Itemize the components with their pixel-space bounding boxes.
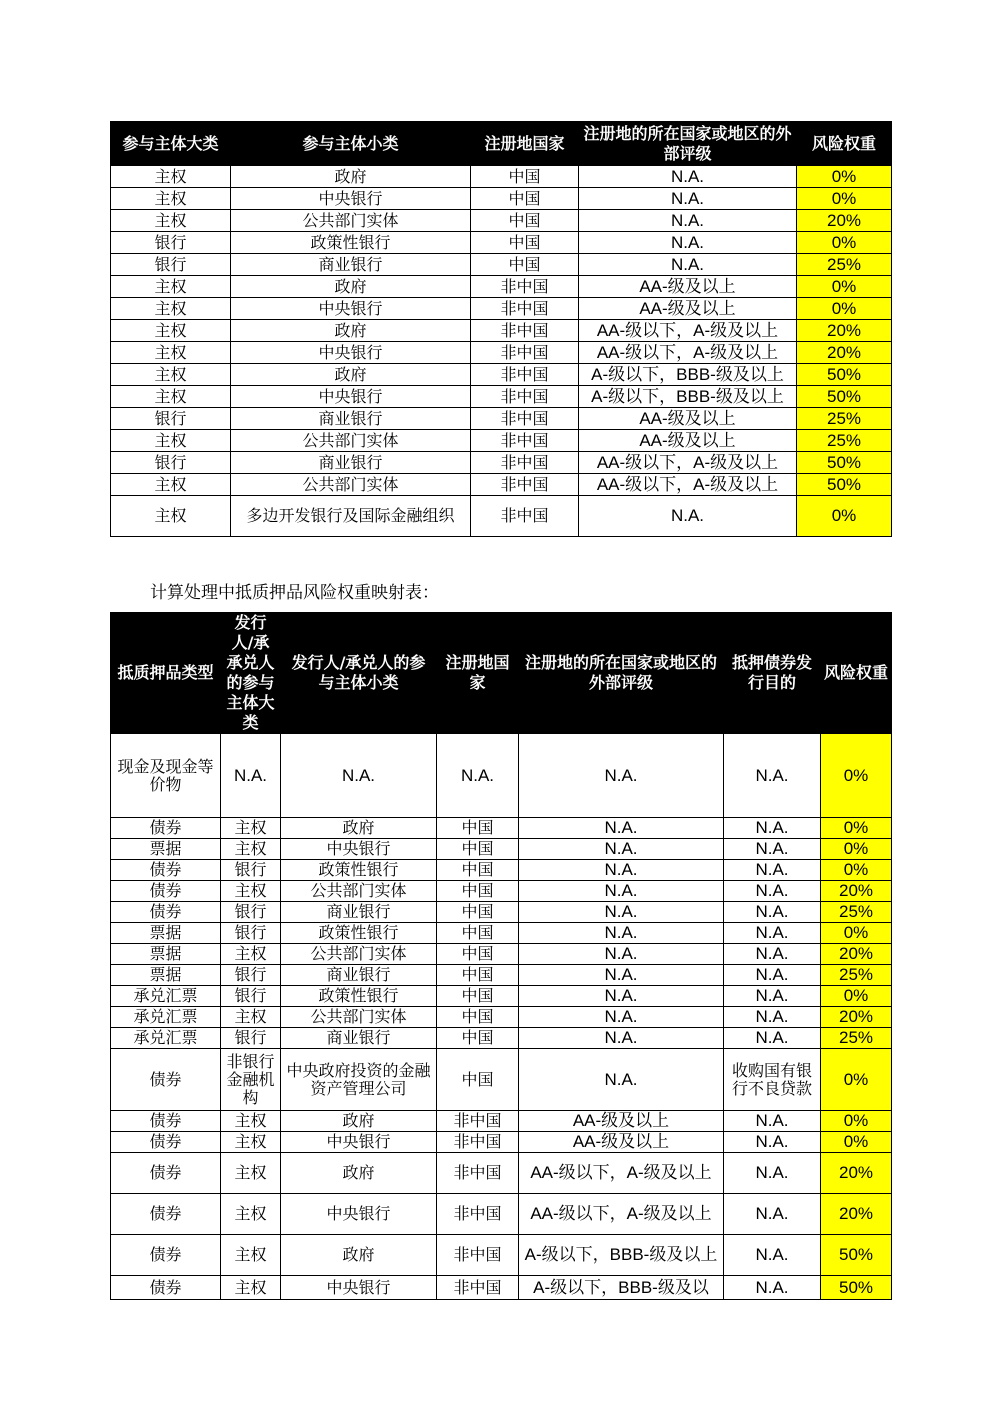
table-cell: 主权 [111, 298, 231, 320]
table-cell: 债券 [111, 902, 221, 923]
table-cell: 政策性银行 [281, 860, 437, 881]
table-cell: 银行 [111, 408, 231, 430]
table-cell: 主权 [221, 881, 281, 902]
table-cell: 银行 [111, 452, 231, 474]
table-cell: 中国 [471, 254, 579, 276]
table-cell: N.A. [519, 881, 724, 902]
table-cell: 中央银行 [231, 342, 471, 364]
table-cell: 非中国 [437, 1194, 519, 1235]
table-cell: 非银行金融机构 [221, 1049, 281, 1111]
table-cell: 债券 [111, 1111, 221, 1132]
table-caption: 计算处理中抵质押品风险权重映射表： [150, 583, 439, 603]
table-cell: 中国 [437, 818, 519, 839]
table-cell: N.A. [724, 1007, 821, 1028]
table-row [111, 902, 892, 923]
risk-weight-cell: 25% [821, 965, 892, 986]
table-cell: N.A. [724, 1194, 821, 1235]
table-cell: 政策性银行 [231, 232, 471, 254]
table-cell: N.A. [519, 1028, 724, 1049]
table-cell: 非中国 [471, 496, 579, 537]
risk-weight-cell: 20% [797, 320, 892, 342]
table-cell: 主权 [221, 944, 281, 965]
header-cell: 抵质押品类型 [111, 613, 221, 734]
table-cell: 中国 [437, 944, 519, 965]
table-cell: AA-级以下，A-级及以上 [579, 452, 797, 474]
table-cell: 中国 [437, 1007, 519, 1028]
table-cell: 主权 [111, 386, 231, 408]
table-cell: 政府 [281, 1235, 437, 1276]
table-cell: 主权 [111, 166, 231, 188]
table-cell: AA-级以下，A-级及以上 [519, 1153, 724, 1194]
risk-weight-cell: 20% [821, 1194, 892, 1235]
table-cell: 公共部门实体 [281, 944, 437, 965]
table-cell: AA-级及以上 [579, 298, 797, 320]
table-cell: 银行 [221, 860, 281, 881]
header-cell: 风险权重 [821, 613, 892, 734]
header-cell: 参与主体小类 [231, 122, 471, 166]
table-cell: N.A. [724, 1235, 821, 1276]
table-cell: 商业银行 [231, 408, 471, 430]
table-cell: 中央银行 [281, 1194, 437, 1235]
table-cell: 承兑汇票 [111, 1007, 221, 1028]
table-row [111, 1111, 892, 1132]
table-cell: N.A. [724, 902, 821, 923]
table-cell: 主权 [111, 364, 231, 386]
table-cell: N.A. [281, 734, 437, 818]
table-row [111, 1028, 892, 1049]
table-row [111, 320, 892, 342]
table-row [111, 965, 892, 986]
risk-weight-cell: 50% [797, 474, 892, 496]
risk-weight-cell: 0% [821, 1049, 892, 1111]
table-row [111, 1153, 892, 1194]
table-row [111, 298, 892, 320]
table-row [111, 210, 892, 232]
table-cell: N.A. [724, 839, 821, 860]
table-cell: A-级以下，BBB-级及以上 [579, 364, 797, 386]
table-cell: 主权 [221, 1276, 281, 1300]
table-row [111, 986, 892, 1007]
table-header-row [111, 613, 892, 734]
table-cell: AA-级以下，A-级及以上 [579, 474, 797, 496]
risk-weight-cell: 25% [797, 430, 892, 452]
table-cell: N.A. [519, 902, 724, 923]
header-cell: 注册地的所在国家或地区的外部评级 [519, 613, 724, 734]
header-cell: 注册地的所在国家或地区的外部评级 [579, 122, 797, 166]
table-row [111, 430, 892, 452]
table-cell: N.A. [724, 1111, 821, 1132]
table-cell: 银行 [221, 986, 281, 1007]
table-cell: 中国 [437, 902, 519, 923]
table-cell: 政府 [231, 320, 471, 342]
table-cell: 商业银行 [231, 254, 471, 276]
table-cell: A-级以下，BBB-级及以上 [579, 386, 797, 408]
table-cell: 非中国 [471, 452, 579, 474]
table-cell: 票据 [111, 944, 221, 965]
table-row [111, 188, 892, 210]
table-cell: 公共部门实体 [231, 430, 471, 452]
table-cell: N.A. [519, 839, 724, 860]
table-cell: N.A. [579, 496, 797, 537]
table-cell: 主权 [221, 1153, 281, 1194]
table-row [111, 1235, 892, 1276]
table-cell: 主权 [221, 1111, 281, 1132]
risk-weight-cell: 20% [797, 210, 892, 232]
table-cell: 主权 [111, 474, 231, 496]
table-cell: N.A. [579, 254, 797, 276]
table-row [111, 860, 892, 881]
table-cell: 政府 [281, 818, 437, 839]
table-cell: A-级以下，BBB-级及以 [519, 1276, 724, 1300]
table-cell: 银行 [221, 965, 281, 986]
table-cell: N.A. [724, 1028, 821, 1049]
table-cell: N.A. [519, 944, 724, 965]
table-cell: N.A. [724, 818, 821, 839]
table-cell: N.A. [519, 860, 724, 881]
header-cell: 注册地国家 [471, 122, 579, 166]
table-cell: N.A. [579, 232, 797, 254]
table-cell: 非中国 [471, 364, 579, 386]
table-cell: 债券 [111, 881, 221, 902]
risk-weight-cell: 0% [821, 1132, 892, 1153]
table-cell: 商业银行 [281, 902, 437, 923]
table-cell: 票据 [111, 965, 221, 986]
table-cell: 主权 [111, 342, 231, 364]
table-cell: 中央银行 [281, 1132, 437, 1153]
table-cell: 主权 [221, 1235, 281, 1276]
risk-weight-cell: 0% [797, 298, 892, 320]
table-cell: N.A. [221, 734, 281, 818]
table-cell: 商业银行 [281, 965, 437, 986]
table-cell: AA-级及以上 [579, 408, 797, 430]
table-cell: 中央银行 [281, 839, 437, 860]
table-cell: 非中国 [471, 298, 579, 320]
table-cell: 非中国 [471, 474, 579, 496]
table-cell: 多边开发银行及国际金融组织 [231, 496, 471, 537]
table-cell: 非中国 [471, 342, 579, 364]
table-cell: 中国 [437, 860, 519, 881]
risk-weight-cell: 25% [797, 254, 892, 276]
risk-weight-cell: 25% [797, 408, 892, 430]
table-cell: 银行 [221, 1028, 281, 1049]
table-cell: 商业银行 [281, 1028, 437, 1049]
table-row [111, 1049, 892, 1111]
table-row [111, 1194, 892, 1235]
table-cell: 非中国 [471, 386, 579, 408]
header-cell: 抵押债券发行目的 [724, 613, 821, 734]
table-cell: 承兑汇票 [111, 1028, 221, 1049]
table-cell: N.A. [579, 188, 797, 210]
table-cell: N.A. [519, 986, 724, 1007]
table-cell: N.A. [724, 734, 821, 818]
table-cell: 承兑汇票 [111, 986, 221, 1007]
table-cell: A-级以下，BBB-级及以上 [519, 1235, 724, 1276]
risk-weight-cell: 0% [797, 496, 892, 537]
table-cell: N.A. [519, 1049, 724, 1111]
table-cell: 主权 [221, 839, 281, 860]
table-cell: 主权 [221, 818, 281, 839]
table-cell: N.A. [724, 860, 821, 881]
table-row [111, 254, 892, 276]
risk-weight-cell: 0% [797, 188, 892, 210]
risk-weight-cell: 0% [797, 232, 892, 254]
table-cell: N.A. [519, 818, 724, 839]
table-cell: 债券 [111, 1235, 221, 1276]
table-cell: N.A. [724, 986, 821, 1007]
table-cell: N.A. [724, 881, 821, 902]
table-cell: 中国 [437, 923, 519, 944]
table-cell: 中国 [437, 881, 519, 902]
table-cell: 非中国 [471, 320, 579, 342]
table-cell: 债券 [111, 1132, 221, 1153]
table-cell: 债券 [111, 1194, 221, 1235]
risk-weight-cell: 0% [797, 166, 892, 188]
table-cell: 商业银行 [231, 452, 471, 474]
table-cell: 中国 [471, 210, 579, 232]
table-row [111, 944, 892, 965]
risk-weight-cell: 0% [821, 1111, 892, 1132]
table-cell: 非中国 [471, 276, 579, 298]
table-cell: 银行 [221, 923, 281, 944]
risk-weight-cell: 50% [797, 364, 892, 386]
table-cell: 中央银行 [231, 386, 471, 408]
table-cell: 中央银行 [231, 188, 471, 210]
risk-weight-cell: 20% [821, 1007, 892, 1028]
table-row [111, 386, 892, 408]
table-row [111, 1132, 892, 1153]
table-row [111, 408, 892, 430]
table-cell: 中国 [437, 1049, 519, 1111]
table-cell: 主权 [221, 1007, 281, 1028]
table-cell: 中国 [471, 232, 579, 254]
table-cell: 主权 [221, 1132, 281, 1153]
table-cell: 债券 [111, 818, 221, 839]
table-row [111, 1276, 892, 1300]
collateral-risk-weight-table [110, 612, 892, 1300]
table-cell: 主权 [111, 496, 231, 537]
table-cell: 政府 [231, 166, 471, 188]
table-cell: N.A. [724, 1132, 821, 1153]
table-row [111, 496, 892, 537]
table-cell: 票据 [111, 839, 221, 860]
table-cell: N.A. [724, 965, 821, 986]
table-cell: N.A. [724, 923, 821, 944]
table-cell: 债券 [111, 860, 221, 881]
table-cell: 公共部门实体 [281, 881, 437, 902]
table-cell: 主权 [111, 430, 231, 452]
table-cell: 非中国 [437, 1235, 519, 1276]
table-cell: 非中国 [471, 408, 579, 430]
table-cell: AA-级以下，A-级及以上 [519, 1194, 724, 1235]
risk-weight-cell: 50% [797, 452, 892, 474]
table-cell: 非中国 [437, 1132, 519, 1153]
table-row [111, 364, 892, 386]
table-cell: 非中国 [437, 1111, 519, 1132]
table-cell: AA-级及以上 [579, 276, 797, 298]
table-cell: 中国 [471, 166, 579, 188]
table-cell: 收购国有银行不良贷款 [724, 1049, 821, 1111]
table-row [111, 839, 892, 860]
table-cell: N.A. [724, 1153, 821, 1194]
table-cell: N.A. [519, 965, 724, 986]
table-row [111, 881, 892, 902]
risk-weight-cell: 0% [797, 276, 892, 298]
table-cell: N.A. [724, 1276, 821, 1300]
table-cell: 主权 [111, 320, 231, 342]
risk-weight-cell: 50% [821, 1235, 892, 1276]
table-cell: 中国 [437, 986, 519, 1007]
table-row [111, 452, 892, 474]
header-cell: 参与主体大类 [111, 122, 231, 166]
table-cell: N.A. [437, 734, 519, 818]
table-cell: 政策性银行 [281, 986, 437, 1007]
table-cell: AA-级及以上 [519, 1132, 724, 1153]
header-cell: 风险权重 [797, 122, 892, 166]
table-cell: 公共部门实体 [281, 1007, 437, 1028]
table-cell: 中国 [471, 188, 579, 210]
table-cell: 票据 [111, 923, 221, 944]
table-cell: N.A. [579, 166, 797, 188]
table-cell: 公共部门实体 [231, 474, 471, 496]
table-row [111, 474, 892, 496]
table-cell: 政策性银行 [281, 923, 437, 944]
risk-weight-cell: 20% [821, 1153, 892, 1194]
table-cell: 政府 [231, 276, 471, 298]
table-cell: 主权 [221, 1194, 281, 1235]
table-cell: 债券 [111, 1276, 221, 1300]
header-cell: 注册地国家 [437, 613, 519, 734]
risk-weight-cell: 0% [821, 839, 892, 860]
table-row [111, 1007, 892, 1028]
table-row [111, 276, 892, 298]
table-cell: N.A. [724, 944, 821, 965]
risk-weight-cell: 0% [821, 860, 892, 881]
table-cell: 主权 [111, 276, 231, 298]
table-cell: N.A. [519, 734, 724, 818]
table-cell: 政府 [281, 1111, 437, 1132]
table-cell: 非中国 [437, 1153, 519, 1194]
risk-weight-cell: 0% [821, 818, 892, 839]
table-row [111, 342, 892, 364]
risk-weight-cell: 20% [821, 944, 892, 965]
table-cell: 中国 [437, 839, 519, 860]
risk-weight-table [110, 121, 892, 537]
risk-weight-cell: 50% [821, 1276, 892, 1300]
table-cell: 非中国 [437, 1276, 519, 1300]
risk-weight-cell: 0% [821, 734, 892, 818]
table-cell: AA-级以下，A-级及以上 [579, 342, 797, 364]
table-row [111, 734, 892, 818]
header-cell: 发行人/承承兑人的参与主体大类 [221, 613, 281, 734]
risk-weight-cell: 25% [821, 1028, 892, 1049]
table-cell: 中央银行 [281, 1276, 437, 1300]
table-cell: 政府 [281, 1153, 437, 1194]
table-header-row [111, 122, 892, 166]
table-row [111, 923, 892, 944]
table-cell: 银行 [221, 902, 281, 923]
table-cell: 中央政府投资的金融资产管理公司 [281, 1049, 437, 1111]
table-cell: 银行 [111, 232, 231, 254]
risk-weight-cell: 20% [797, 342, 892, 364]
table-cell: AA-级及以上 [519, 1111, 724, 1132]
risk-weight-cell: 25% [821, 902, 892, 923]
risk-weight-cell: 0% [821, 986, 892, 1007]
table-cell: AA-级及以上 [579, 430, 797, 452]
risk-weight-cell: 50% [797, 386, 892, 408]
table-cell: 中国 [437, 965, 519, 986]
risk-weight-cell: 0% [821, 923, 892, 944]
table-row [111, 166, 892, 188]
table-cell: N.A. [519, 1007, 724, 1028]
table-row [111, 232, 892, 254]
table-cell: 中央银行 [231, 298, 471, 320]
table-cell: N.A. [579, 210, 797, 232]
table-cell: 政府 [231, 364, 471, 386]
risk-weight-cell: 20% [821, 881, 892, 902]
table-row [111, 818, 892, 839]
table-cell: AA-级以下，A-级及以上 [579, 320, 797, 342]
table-cell: 中国 [437, 1028, 519, 1049]
table-cell: 债券 [111, 1153, 221, 1194]
table-cell: 非中国 [471, 430, 579, 452]
table-cell: 债券 [111, 1049, 221, 1111]
header-cell: 发行人/承兑人的参与主体小类 [281, 613, 437, 734]
table-cell: 主权 [111, 210, 231, 232]
table-cell: 公共部门实体 [231, 210, 471, 232]
table-cell: N.A. [519, 923, 724, 944]
table-cell: 银行 [111, 254, 231, 276]
table-cell: 主权 [111, 188, 231, 210]
table-cell: 现金及现金等价物 [111, 734, 221, 818]
